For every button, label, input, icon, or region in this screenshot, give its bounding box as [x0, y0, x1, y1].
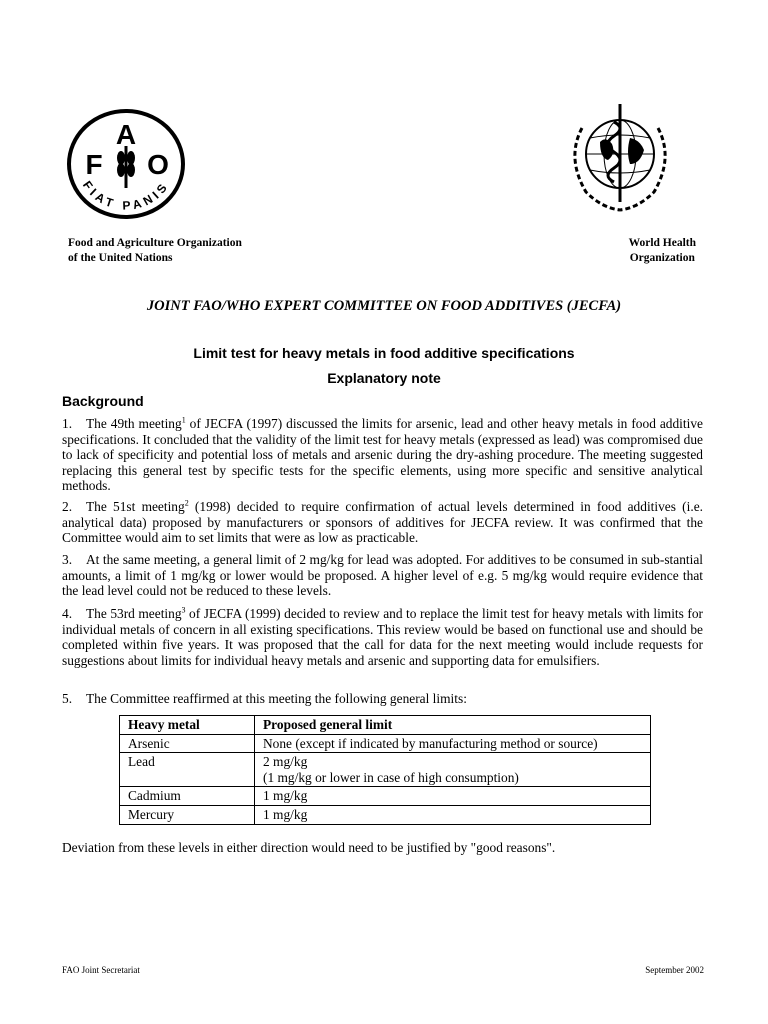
paragraph-text: (1998) decided to require confirmation of actual levels determined in food additives (i.e. analytical data) proposed by manufacturers or sponsors of additives for JECFA review. It was confirmed that the Committee would aim to set limits that were as low as practicable.	[62, 499, 703, 546]
footnote-ref: 3	[181, 605, 186, 615]
fao-logo	[66, 108, 186, 220]
paragraph-number: 2.	[62, 499, 73, 514]
table-cell-metal: Cadmium	[120, 787, 255, 806]
paragraph-2	[62, 499, 703, 546]
table-cell-limit: None (except if indicated by manufacturing method or source)	[255, 734, 651, 753]
document-title: Limit test for heavy metals in food additive specifications	[193, 345, 575, 361]
table-cell-limit: 1 mg/kg	[255, 787, 651, 806]
footnote-ref: 2	[184, 498, 189, 508]
table-cell-limit: 1 mg/kg	[255, 805, 651, 824]
document-subtitle: Explanatory note	[327, 370, 441, 386]
table-cell-metal: Mercury	[120, 805, 255, 824]
fao-org-line-1: Food and Agriculture Organization	[68, 237, 242, 249]
table-row	[120, 805, 651, 824]
paragraph-text: The 53rd meeting	[86, 606, 182, 621]
paragraph-number: 5.	[62, 691, 73, 706]
limit-value: 2 mg/kg	[263, 754, 308, 770]
deviation-note: Deviation from these levels in either direction would need to be justified by "good reasons".	[62, 840, 556, 855]
footer-right: September 2002	[645, 965, 704, 975]
who-org-line-1: World Health	[628, 237, 696, 249]
committee-heading: JOINT FAO/WHO EXPERT COMMITTEE ON FOOD ADDITIVES (JECFA)	[146, 298, 622, 314]
fao-motto: FIAT PANIS	[79, 178, 173, 213]
table-cell-limit	[255, 753, 651, 787]
limit-note: (1 mg/kg or lower in case of high consumption)	[263, 769, 519, 785]
paragraph-number: 1.	[62, 416, 73, 431]
paragraph-3	[62, 552, 703, 599]
footer-left: FAO Joint Secretariat	[62, 965, 140, 975]
fao-letter-f: F	[85, 149, 103, 180]
paragraph-4	[62, 606, 703, 668]
fao-letter-a: A	[115, 119, 137, 150]
paragraph-text: The 51st meeting	[86, 499, 185, 514]
who-org-name	[629, 236, 696, 265]
section-heading: Background	[62, 393, 144, 409]
table-cell-metal: Lead	[120, 753, 255, 787]
paragraph-5	[62, 691, 703, 707]
table-header-limit: Proposed general limit	[255, 716, 651, 735]
table-row	[120, 753, 651, 787]
table-row	[120, 734, 651, 753]
fao-letter-o: O	[147, 149, 169, 180]
paragraph-text: of JECFA (1999) decided to review and to replace the limit test for heavy metals with limits for individual metals of concern in all existing specifications. This review would be based on functional use and should be completed within five years. It was proposed that the call for data for the next meeting would include requests for suggestions about limits for individual heavy metals and arsenic and supporting data for emulsifiers.	[62, 606, 703, 668]
paragraph-text: of JECFA (1997) discussed the limits for arsenic, lead and other heavy metals in food additive specifications. It concluded that the validity of the limit test for heavy metals (expressed as lead) was compromised due to lack of specificity and potential loss of metals and arsenic during the dry-ashing procedure. The meeting suggested replacing this general test by specific tests for the specific elements, using more specific and sensitive analytical methods.	[62, 416, 703, 494]
paragraph-text: The Committee reaffirmed at this meeting the following general limits:	[86, 691, 467, 706]
footnote-ref: 1	[181, 415, 186, 425]
paragraph-number: 4.	[62, 606, 73, 621]
table-header-metal: Heavy metal	[120, 716, 255, 735]
paragraph-text: The 49th meeting	[86, 416, 182, 431]
table-cell-metal: Arsenic	[120, 734, 255, 753]
paragraph-text: At the same meeting, a general limit of 2 mg/kg for lead was adopted. For additives to be consumed in sub-stantial amounts, a limit of 1 mg/kg or lower would be proposed. A higher level of e.g. 5 mg/kg would require evidence that the lead level could not be reduced to these levels.	[62, 552, 703, 599]
fao-org-line-2: of the United Nations	[68, 251, 173, 264]
limits-table	[119, 715, 651, 825]
paragraph-1	[62, 416, 703, 494]
fao-org-name	[68, 236, 242, 265]
table-header-row	[120, 716, 651, 735]
table-row	[120, 787, 651, 806]
who-org-line-2: Organization	[629, 251, 695, 264]
who-logo	[560, 98, 680, 213]
paragraph-number: 3.	[62, 552, 73, 567]
